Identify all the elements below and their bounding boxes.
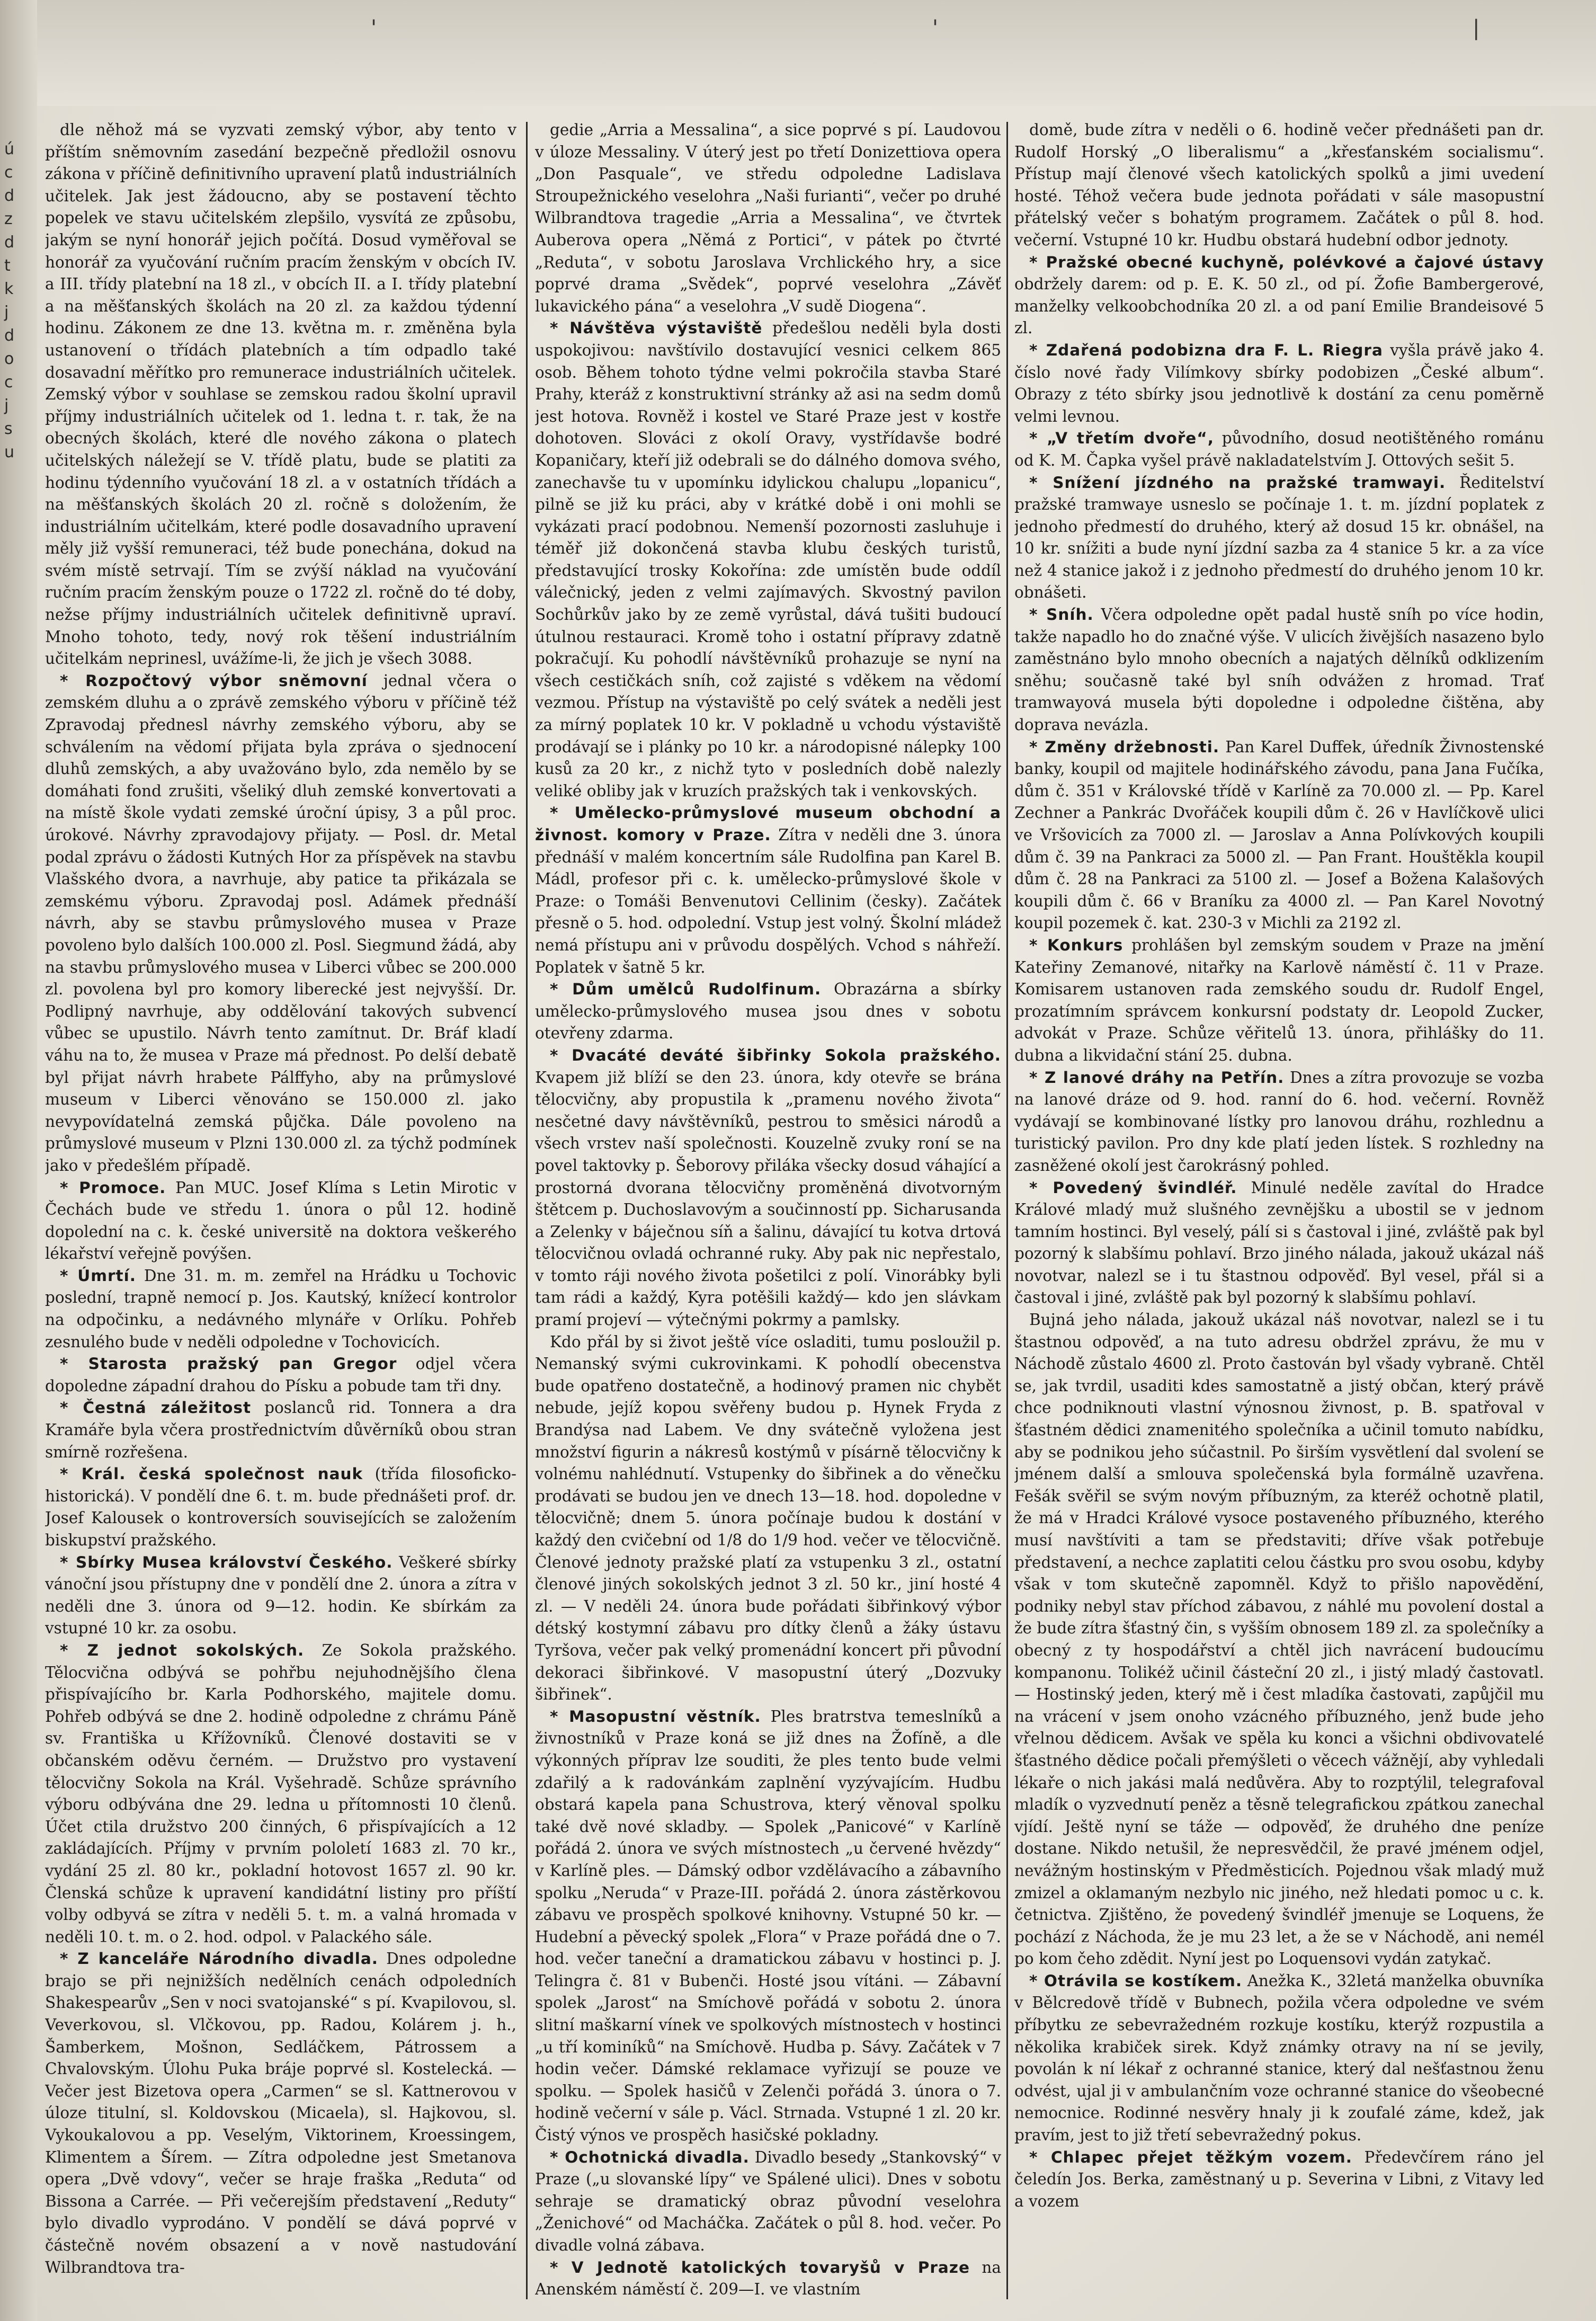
article-paragraph xyxy=(535,802,1001,979)
article-heading: * Chlapec přejet těžkým vozem. xyxy=(1029,2148,1352,2166)
page-mark: ' xyxy=(932,16,938,40)
article-text: Minulé neděle zavítal do Hradce Králové mladý muž slušného zevnějšku a ubostil se v jednom tamním hostinci. Byl veselý, pálí si s častoval i jiné, zvláště pak byl pozorný k slabšímu pohlaví. Brzo jiného nálada, jakouž ukázal náš novotvar, nalezl se i tu štastnou odpověď. Byl vesel, přál si a častoval i jiné, zvláště pak byl pozorný k slabšímu pohlaví. xyxy=(1014,1178,1544,1307)
article-text: Ples bratrstva temeslníků a živnostníků v Praze koná se již dnes na Žofíně, a dle výkonných příprav lze souditi, že ples tento bude velmi zdařilý a k radovánkám zaplnění vyzývajícím. Hudbu obstará kapela pana Schustrova, který věnoval spolku také dvě nové skladby. — Spolek „Panicové“ v Karlíně pořádá 2. února ve svých místnostech „u červené hvězdy“ v Karlíně ples. — Dámský odbor vzdělávacího a zábavního spolku „Neruda“ v Praze-III. pořádá 2. února zástěrkovou zábavu ve prospěch spolkové knihovny. Vstupné 50 kr. — Hudební a pěvecký spolek „Flora“ v Praze pořádá dne o 7. hod. večer taneční a dramatickou zábavu v hostinci p. J. Telingra č. 81 v Bubenči. Hosté jsou vítáni. — Zábavní spolek „Jarost“ na Smíchově pořádá v sobotu 2. února slitní maškarní vínek ve spolkových místnostech v hostinci „u tří kominíků“ na Smíchově. Hudba p. Sávy. Začátek v 7 hodin večer. Dámské reklamace vyřizují se pouze ve spolku. — Spolek hasičů v Zelenči pořádá 3. února o 7. hodině večerní v sále p. Václ. Strnada. Vstupné 1 zl. 20 kr. Čistý výnos ve prospěch hasičské pokladny. xyxy=(535,1707,1001,2145)
article-text: Ze Sokola pražského. Tělocvična odbývá se pohřbu nejuhodnějšího člena přispívajícího br. Karla Podhorského, majitele domu. Pohřeb odbývá se dne 2. hodině odpoledne z chrámu Páně sv. Františka u Křížovníků. Členové dostaviti se v občanském oděvu černém. — Družstvo pro vystavení tělocvičny Sokola na Král. Vyšehradě. Schůze správního výboru odbývána dne 29. ledna u přítomnosti 10 členů. Účet ctila družstvo 200 činných, 6 přispívajících a 12 zakládajících. Příjmy v prvním pololetí 1683 zl. 70 kr., vydání 25 zl. 80 kr., pokladní hotovost 1657 zl. 90 kr. Členská schůze k upravení kandidátní listiny pro příští volby odbyvá se zítra v neděli 5. t. m. a valná hromada v neděli 10. t. m. o 2. hod. odpol. v Palackého sále. xyxy=(45,1641,516,1946)
page-mark: ' xyxy=(371,16,377,40)
cut-edge-letters: ú c d z d t k j d o c j s u xyxy=(4,140,15,461)
article-paragraph xyxy=(1014,119,1544,252)
article-paragraph xyxy=(1014,340,1544,428)
column-1 xyxy=(45,119,516,2307)
article-heading: * Dvacáté deváté šibřinky Sokola pražského. xyxy=(550,1046,1001,1064)
article-text: Veškeré sbírky vánoční jsou přístupny dne v pondělí dne 2. února a zítra v neděli dne 3. února od 9—12. hodin. Ke sbírkám za vstupné 10 kr. za osobu. xyxy=(45,1553,516,1638)
article-heading: * Sníh. xyxy=(1029,606,1094,624)
article-text: prohlášen byl zemským soudem v Praze na jmění Kateřiny Zemanové, nitařky na Karlově náměstí č. 11 v Praze. Komisarem ustanoven rada zemského soudu dr. Rudolf Engel, prozatímním správcem konkursní podstaty dr. Leopold Zucker, advokát v Praze. Schůze věřitelů 13. února, přihlášky do 11. dubna a likvidační stání 25. dubna. xyxy=(1014,936,1544,1064)
article-text: Anežka K., 32letá manželka obuvníka v Bělcredově třídě v Bubnech, požila včera odpoledne ve svém příbytku ze sebevražedném rozkuje kostíku, kterýž rozpustila a několika krabiček sirek. Když známky otravy na ní se jevily, povolán k ní lékař z ochranné stanice, který dal nešťastnou ženu odvést, ujal ji v ambulančním voze ochranné stanice do všeobecné nemocnice. Rodinné nesvěry hnaly ji k zoufalé záme, kdež, jak pravím, jest to již třetí sebevražedný pokus. xyxy=(1014,1971,1544,2145)
article-heading: * Změny držebnosti. xyxy=(1029,738,1219,756)
article-paragraph xyxy=(1014,1177,1544,1310)
article-text: Bujná jeho nálada, jakouž ukázal náš novotvar, nalezl se i tu štastnou odpověď, a na tuto adresu obdržel zprávu, že mu v Náchodě zůstalo 4600 zl. Proto častován byl všady vybraně. Chtěl se, jak tvrdil, usaditi kdes samostatně a jistý občan, který právě chce podniknouti vlastní výnosnou živnost, p. B. spatřoval v šťastném dědici znamenitého společníka a učinil tomuto nabídku, aby se podnikou jeho súčastnil. Po širším vysvětlení dal svolení se jménem další a smlouva společenská byla formálně uzavřena. Fešák svěřil se svým novým příbuzným, za kteréž ochotně platil, že má v Hradci Králové vysoce postaveného příbuzného, kterého musí navštíviti a tam se představiti; dříve však potřebuje představení, a nechce zaplatiti celou částku pro svou osobu, kdyby však v tom skutečně zapomněl. Když to přišlo napovědění, podniky nebyl stav příchod zábavou, z náhlé mu povolení dostal a že bude zítra šťastný čin, s vyšším obnosem 189 zl. za společníky a obecný z ty hospodářství a chtěl jich navrácení budoucímu kompanonu. Tolikéž učinil částeční 20 zl., i jistý mladý častovatl. — Hostinský jeden, který mě i čest mladíka častovati, zapůjčil mu na vrácení v jsem onoho vzácného příbuzného, jenž bude jeho vřelnou dědicem. Avšak ve spěla ku konci a všichni obdivovatelé šťastného dědice počali přemýšleti o věcech vážnějí, aby vyhledali lékaře o nich jakási malá nedůvěra. Aby to rozptýlil, telegrafoval mladík o vyzvednutí peněz a těsně telegrafickou zpátkou zanechal vjídí. Ještě nyní se táže — odpověď, že druhého dne peníze dostane. Nikdo netušil, že nepresvědčil, že pravé jménem odjel, nevážným hostinským v Předměsticích. Pojednou však mladý muž zmizel a oklamaným nezbylo nic jiného, než hledati pomoc u c. k. četnictva. Zjištěno, že povedený švindléř jmenuje se Loquens, že pochází z Náchoda, že je mu 23 let, a že se v Náchodě, ani nemél po kom čeho zdědit. Nyní jest po Loquensovi vydán zatykač. xyxy=(1014,1311,1544,1968)
page-mark: | xyxy=(1473,16,1480,40)
article-text: Včera odpoledne opět padal hustě sníh po více hodin, takže napadlo ho do značné výše. V ulicích živějších nasazeno bylo zaměstnáno bylo mnoho obecních a najatých dělníků odklizením sněhu; současně také byl sníh odvážen z hromad. Trať tramwayová musela býti dopoledne i odpoledne čištěna, aby doprava nevázla. xyxy=(1014,606,1544,734)
article-paragraph xyxy=(1014,1309,1544,1970)
article-heading: * V Jednotě katolických tovaryšů v Praze xyxy=(550,2258,970,2276)
article-text: Pan MUC. Josef Klíma s Letin Mirotic v Čechách bude ve středu 1. února o půl 12. hodině dopolední na c. k. české universitě na doktora veškerého lékařství veřejně povýšen. xyxy=(45,1178,516,1263)
article-heading: * Masopustní věstník. xyxy=(550,1708,761,1726)
article-heading: * Snížení jízdného na pražské tramwayi. xyxy=(1029,474,1446,492)
article-heading: * Úmrtí. xyxy=(60,1267,136,1285)
article-text: Dne 31. m. m. zemřel na Hrádku u Tochovic poslední, trapně nemocí p. Jos. Kautský, knížecí kontrolor na odpočinku, a nedávného mlynáře v Orlíku. Pohřeb zesnulého bude v neděli odpoledne v Tochovicích. xyxy=(45,1266,516,1351)
article-paragraph xyxy=(1014,935,1544,1067)
article-text: Pan Karel Duffek, úředník Živnostenské banky, koupil od majitele hodinářského závodu, pana Jana Fučíka, dům č. 351 v Královské třídě v Karlíně za 70.000 zl. — Pp. Karel Zechner a Pankrác Dvořáček koupili dům č. 26 v Havlíčkově ulici ve Vršovicích za 7000 zl. — Jaroslav a Anna Polívkových koupili dům č. 39 na Pankraci za 5000 zl. — Pan Frant. Houštěkla koupil dům č. 28 na Pankraci za 5100 zl. — Josef a Božena Kalašových koupili dům č. 66 v Braníku za 4000 zl. — Pan Karel Novotný koupil pozemek č. kat. 230-3 v Michli za 2192 zl. xyxy=(1014,737,1544,932)
article-paragraph xyxy=(535,2147,1001,2257)
article-heading: * Konkurs xyxy=(1029,936,1123,954)
article-heading: * Ochotnická divadla. xyxy=(550,2148,750,2166)
article-paragraph xyxy=(535,2257,1001,2301)
article-heading: * Z lanové dráhy na Petřín. xyxy=(1029,1069,1284,1087)
article-heading: * Dům umělců Rudolfinum. xyxy=(550,980,821,998)
article-paragraph xyxy=(535,317,1001,802)
article-paragraph xyxy=(45,1640,516,1948)
article-heading: * Návštěva výstaviště xyxy=(550,319,762,337)
article-heading: * Rozpočtový výbor sněmovní xyxy=(60,672,368,690)
article-paragraph xyxy=(45,1552,516,1640)
article-text: gedie „Arria a Messalina“, a sice poprvé s pí. Laudovou v úloze Messaliny. V úterý jest po třetí Donizettiova opera „Don Pasquale“, ve středu odpoledne Ladislava Stroupežnického veselohra „Naši furianti“, večer po druhé Wilbrandtova tragedie „Arria a Messalina“, ve čtvrtek Auberova opera „Němá z Portici“, v pátek po čtvrté „Reduta“, v sobotu Jaroslava Vrchlického hry, a sice poprvé drama „Svědek“, poprvé veselohra „Závěť lukavického pána“ a veselohra „V sudě Diogena“. xyxy=(535,121,1001,315)
article-text: Obrazárna a sbírky umělecko-průmyslového musea jsou dnes v sobotu otevřeny zdarma. xyxy=(535,980,1001,1043)
article-text: na Anenském náměstí č. 209—I. ve vlastním xyxy=(535,2258,1001,2299)
article-paragraph xyxy=(1014,472,1544,604)
article-paragraph xyxy=(535,1045,1001,1331)
article-heading: * „V třetím dvoře“, xyxy=(1029,429,1214,447)
article-text: poslanců rid. Tonnera a dra Kramáře byla včera prostřednictvím důvěrníků obou stran smírně rozřešena. xyxy=(45,1399,516,1461)
article-paragraph xyxy=(1014,1970,1544,2147)
article-heading: * Sbírky Musea království Českého. xyxy=(60,1553,393,1571)
article-paragraph xyxy=(535,1331,1001,1706)
article-text: jednal včera o zemském dluhu a o zprávě zemského výboru v příčině též Zpravodaj přednesl návrhy zemského výboru, aby se schválením na vědomí přijata byla zpráva o sjednocení dluhů zemských, a aby uvažováno bylo, zda nemělo by se domáhati fond zrušiti, všeliký dluh zemské konvertovati a na místě škole vydati zemské úroční úpisy, 3 a půl proc. úrokové. Návrhy zpravodajovy přijaty. — Posl. dr. Metal podal zprávu o žádosti Kutných Hor za příspěvek na stavbu Vlašského dvora, a navrhuje, aby patice ta přikázala se zemskému výboru. Zpravodaj posl. Adámek přednáší návrh, aby se stavbu průmyslového musea v Praze povoleno bylo dalších 100.000 zl. Posl. Siegmund žádá, aby na stavbu průmyslového musea v Liberci vůbec se 200.000 zl. povolena byl pro komory liberecké jest nejvyšší. Dr. Podlipný navrhuje, aby oddělování takových subvencí vůbec se upustilo. Návrh tento zamítnut. Dr. Bráf kladí váhu na to, že musea v Praze má přednost. Po delší debatě byl přijat návrh hrabete Pálffyho, aby na průmyslové museum v Liberci věnováno se 150.000 zl. jako nevypovídatelná zemská půjčka. Dále povoleno na průmyslové museum v Plzni 130.000 zl. za týchž podmínek jako v předešlém případě. xyxy=(45,671,516,1175)
article-paragraph xyxy=(45,1948,516,2279)
article-paragraph xyxy=(1014,1067,1544,1177)
article-paragraph xyxy=(535,1706,1001,2147)
article-paragraph xyxy=(45,1353,516,1397)
article-paragraph xyxy=(45,119,516,670)
column-rule xyxy=(1006,122,1008,2299)
article-text: domě, bude zítra v neděli o 6. hodině večer přednášeti pan dr. Rudolf Horský „O liberalismu“ a „křesťanském socialismu“. Přístup mají členové všech katolických spolků a jimi uvedení hosté. Téhož večera bude jednota pořádati v sále masopustní přátelský večer s bohatým programem. Začátek o půl 8. hod. večerní. Vstupné 10 kr. Hudbu obstará hudební odbor jednoty. xyxy=(1014,121,1544,249)
article-text: Kdo přál by si život ještě více osladiti, tumu posloužil p. Nemanský svými cukrovinkami. K pohodlí obecenstva bude opatřeno dostatečně, a hodinový pramen nic chybět nebude, jejíž kopou svěřeny budou p. Hynek Fryda z Brandýsa nad Labem. Ve dny svátečně vyložena jest množství figurin a nákresů kostýmů v písárně tělocvičny k volnému nahlédnutí. Vstupenky do šibřinek a do věnečku prodávati se budou jen ve dnech 13—18. hod. dopoledne v tělocvičně; dnem 5. února počínaje budou k dostání v každý den cvičební od 1/8 do 1/9 hod. večer ve tělocvičně. Členové jednoty pražské platí za vstupenku 3 zl., ostatní členové jiných sokolských jednot 3 zl. 50 kr., jiní hosté 4 zl. — V neděli 24. února bude pořádati šibřinkový výbor détský kostymní zábavu pro dítky členů a žáky ústavu Tyršova, večer pak velký promenádní koncert při původní dekoraci šibřinkové. V masopustní úterý „Dozvuky šibřinek“. xyxy=(535,1332,1001,1704)
article-paragraph xyxy=(1014,428,1544,472)
article-paragraph xyxy=(45,670,516,1177)
article-heading: * Zdařená podobizna dra F. L. Riegra xyxy=(1029,341,1383,359)
article-paragraph xyxy=(1014,736,1544,935)
column-3 xyxy=(1014,119,1544,2307)
article-paragraph xyxy=(45,1397,516,1463)
article-paragraph xyxy=(45,1177,516,1265)
article-text: obdržely darem: od p. E. K. 50 zl., od pí. Žofie Bambergerové, manželky velkoobchodníka 20 zl. a od paní Emilie Brandeisové 5 zl. xyxy=(1014,275,1544,337)
article-text: předešlou neděli byla dosti uspokojivou: navštívilo dostavující vesnici celkem 865 osob. Během tohoto týdne velmi pokročila stavba Staré Prahy, kteráž z konstruktivní stránky až asi na sedm domů jest hotova. Rovněž i kostel ve Staré Praze jest v kostře dohotoven. Slováci z okolí Oravy, vystřídavše bodré Kopaničary, kteří již odebrali se do dálného domova svého, zanechavše tu v upomínku idylickou chalupu „lopanicu“, pilně se již ku práci, aby v krátké době i oni mohli se vykázati prací podobnou. Nemenší pozornosti zasluhuje i téměř již dokončená stavba klubu českých turistů, představující trosky Kokořína: zde umístěn bude oddíl válečnický, jeden z velmi zajímavých. Skvostný pavilon Sochůrkův jako by ze země vyrůstal, dává tušiti budoucí útulnou restauraci. Kromě toho i ostatní přípravy zdatně pokračují. Ku pohodlí návštěvníků prohazuje se nyní na všech cestičkách sníh, což zajisté s vděkem na vědomí vezmou. Přístup na výstaviště po celý svátek a neděli jest za mírný poplatek 10 kr. V pokladně u vchodu výstaviště prodávají se i plánky po 10 kr. a národopisné nálepky 100 kusů za 20 kr., z nichž tyto v posledních době nalezly veliké obliby jak v kruzích pražských tak i venkovských. xyxy=(535,319,1001,800)
article-text: Dnes odpoledne brajo se při nejnižších nedělních cenách odpoledních Shakespearův „Sen v noci svatojanské“ s pí. Kvapilovou, sl. Veverkovou, sl. Vlčkovou, pp. Radou, Kolárem j. h., Šamberkem, Mošnon, Sedláčkem, Pátrossem a Chvalovským. Úlohu Puka bráje poprvé sl. Kostelecká. — Večer jest Bizetova opera „Carmen“ se sl. Kattnerovou v úloze titulní, sl. Koldovskou (Micaela), sl. Hajkovou, sl. Vykoukalovou a pp. Veselým, Viktorinem, Kroessingem, Klimentem a Šírem. — Zítra odpoledne jest Smetanova opera „Dvě vdovy“, večer se hraje fraška „Reduta“ od Bissona a Carrée. — Při večerejším představení „Reduty“ bylo divadlo vyprodáno. V pondělí se dává poprvé v částečně novém obsazení a v nově nastudování Wilbrandtova tra- xyxy=(45,1950,516,2276)
article-heading: * Král. česká společnost nauk xyxy=(60,1465,363,1483)
article-heading: * Umělecko-průmyslové museum obchodní a živnost. komory v Praze. xyxy=(535,804,1001,844)
article-text: Divadlo besedy „Stankovský“ v Praze („u slovanské lípy“ ve Spálené ulici). Dnes v sobotu sehraje se dramatický obraz původní veselohra „Ženichové“ od Macháčka. Začátek o půl 8. hod. večer. Po divadle volná zábava. xyxy=(535,2148,1001,2254)
page-top-shadow xyxy=(0,0,1596,106)
article-text: Kvapem již blíží se den 23. února, kdy otevře se brána tělocvičny, aby propustila k „pramenu nového života“ nesčetné davy návštěvníků, pestrou to směsici národů a všech vrstev naší společnosti. Kouzelně zvuky roní se na povel taktovky p. Šeborovy přiláka všecky dosud váhající a prostorná dvorana tělocvičny proměněná divotvorným štětcem p. Duchoslavovým a součinností pp. Sicharusanda a Zelenky v báječnou síň a šalinu, dávající tu kotva drtová tělocvičnou ovladá ochranné ruky. Aby pak nic nepřestalo, v tomto ráji nového života pošetilci z polí. Vinorábky byli tam rádi a každý, Kyra potěšili každý— kdo jen slávkam pramí projeví — výtečnými pokrmy a pamlsky. xyxy=(535,1068,1001,1329)
article-heading: * Z kanceláře Národního divadla. xyxy=(60,1950,378,1968)
article-heading: * Pražské obecné kuchyně, polévkové a čajové ústavy xyxy=(1029,253,1544,271)
article-heading: * Promoce. xyxy=(60,1179,166,1197)
article-text: Dnes a zítra provozuje se vozba na lanové dráze od 9. hod. ranní do 6. hod. večerní. Rovněž vydávají se kombinované lístky pro lanovou dráhu, rozhlednu a turistický pavilon. Pro dny kde platí jeden lístek. S rozhledny na zasněžené okolí jest čarokrásný pohled. xyxy=(1014,1068,1544,1175)
article-paragraph xyxy=(1014,604,1544,736)
article-text: Zítra v neděli dne 3. února přednáší v malém koncertním sále Rudolfina pan Karel B. Mádl, profesor při c. k. umělecko-průmyslové škole v Praze: o Tomáši Benvenutovi Cellinim (česky). Začátek přesně o 5. hod. odpolední. Vstup jest volný. Školní mládež nemá přístupu ani v průvodu dospělých. Vchod s náhřeží. Poplatek v šatně 5 kr. xyxy=(535,826,1001,976)
article-paragraph xyxy=(45,1463,516,1551)
article-paragraph xyxy=(45,1265,516,1353)
article-text: Předevčírem ráno jel čeledín Jos. Berka, zaměstnaný u p. Severina v Libni, z Vitavy led a vozem xyxy=(1014,2148,1544,2210)
column-2 xyxy=(535,119,1001,2307)
article-paragraph xyxy=(535,979,1001,1045)
article-text: odjel včera dopoledne západní drahou do Písku a pobude tam tři dny. xyxy=(45,1355,516,1395)
article-heading: * Povedený švindléř. xyxy=(1029,1179,1237,1197)
article-heading: * Otrávila se kostíkem. xyxy=(1029,1972,1242,1990)
article-text: vyšla právě jako 4. číslo nové řady Vilímkovy sbírky podobizen „České album“. Obrazy z této sbírky jsou jednotlivě k dostání za cenu poměrně velmi levnou. xyxy=(1014,341,1544,425)
article-heading: * Čestná záležitost xyxy=(60,1399,251,1417)
article-text: původního, dosud neotištěného románu od K. M. Čapka vyšel právě nakladatelstvím J. Ottových sešit 5. xyxy=(1014,429,1544,469)
article-heading: * Z jednot sokolských. xyxy=(60,1641,304,1659)
article-paragraph xyxy=(535,119,1001,317)
article-heading: * Starosta pražský pan Gregor xyxy=(60,1355,397,1373)
article-paragraph xyxy=(1014,252,1544,340)
article-text: (třída filosoficko-historická). V pondělí dne 6. t. m. bude přednášeti prof. dr. Josef Kalousek o kontroversích souvisejících se založením biskupství pražského. xyxy=(45,1465,516,1549)
article-paragraph xyxy=(1014,2147,1544,2213)
article-text: dle něhož má se vyzvati zemský výbor, aby tento v příštím sněmovním zasedání bezpečně předložil osnovu zákona v příčině definitivního upravení platů industriálních učitelek. Jak jest žádoucno, aby se postavení těchto popelek ve stavu učitelském zlepšilo, vysvítá ze způsobu, jakým se nyní honorář jejich počítá. Dosud vyměřoval se honorář za vyučování ručním pracím ženským v obcích IV. a III. třídy platební na 18 zl., v obcích II. a I. třídy platební a na měšťanských školách na 20 zl. za každou týdenní hodinu. Zákonem ze dne 13. května m. r. změněna byla ustanovení o třídách platebních a tím odpadlo také dosavadní měřítko pro remunerace industriálních učitelek. Zemský výbor v souhlase se zemskou radou školní upravil příjmy industriálních učitelek od 1. ledna t. r. tak, že na obecných školách, které dle nového zákona o platech učitelských náležejí se V. třídě platu, bude se platiti za hodinu týdenního vyučování 18 zl. a v ostatních třídách a na měšťanských školách 20 zl. ročně s doložením, že industriálním učitelkám, které podle dosavadního upravení měly již vyšší remuneraci, též bude ponechána, dokud na svém místě setrvají. Tím se zvýší náklad na vyučování ručním pracím ženským pouze o 1722 zl. ročně do té doby, nežse příjmy industriálních učitelek definitivně upraví. Mnoho tohoto, tedy, nový rok těšení industriálním učitelkám neprinesl, uvážíme-li, že jich je všech 3088. xyxy=(45,121,516,668)
column-rule xyxy=(526,122,528,2299)
article-text: Ředitelství pražské tramwaye usneslo se počínaje 1. t. m. jízdní poplatek z jednoho předmestí do druhého, který až dosud 15 kr. obnášel, na 10 kr. snížiti a bude nyní jízdní sazba za 4 stanice 5 kr. a za více než 4 stanice jakož i z jednoho předmestí do druhého jenom 10 kr. obnášeti. xyxy=(1014,473,1544,602)
